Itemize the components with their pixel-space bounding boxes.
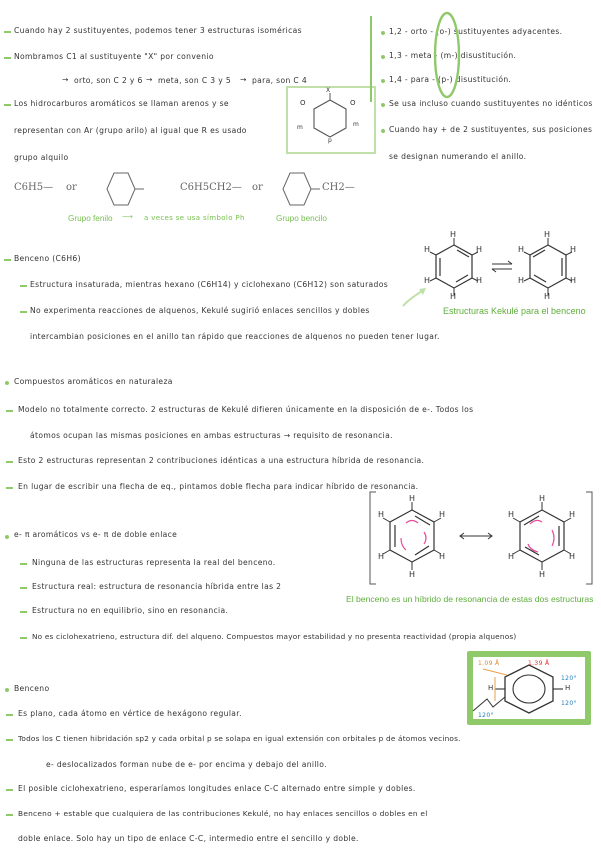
hydrogen-label: H <box>409 570 416 579</box>
note-line: se designan numerando el anillo. <box>389 152 527 161</box>
dash <box>4 259 11 261</box>
bullet <box>381 79 385 83</box>
pos-p: p <box>328 137 333 144</box>
hybrid-caption: El benceno es un híbrido de resonancia de estas dos estructuras <box>346 594 594 604</box>
hydrogen-label: H <box>569 510 576 519</box>
dash <box>6 814 13 816</box>
note-line: Esto 2 estructuras representan 2 contribuciones idénticas a una estructura híbrida de resonancia. <box>18 456 425 465</box>
highlight-oval <box>432 10 462 100</box>
bullet <box>5 381 9 385</box>
note-line: Estructura no en equilibrio, sino en resonancia. <box>32 606 229 615</box>
hydrogen-label: H <box>450 230 457 239</box>
hydrogen-label: H <box>476 276 483 285</box>
arrow: ⟶ <box>122 212 134 221</box>
note-line: No experimenta reacciones de alquenos, Kekulé sugirió enlaces sencillos y dobles <box>30 306 370 315</box>
note-line: meta, son C 3 y 5 <box>158 76 232 85</box>
dash <box>4 57 11 59</box>
bullet <box>381 55 385 59</box>
note-line: intercambian posiciones en el anillo tan rápido que reacciones de alquenos no pueden tener lugar. <box>30 332 440 341</box>
note-arrow: → <box>240 75 247 84</box>
note-line: En lugar de escribir una flecha de eq., pintamos doble flecha para indicar híbrido de resonancia. <box>18 482 419 491</box>
kekule-structures <box>412 228 590 312</box>
angle-label: 120° <box>561 700 577 707</box>
note-line: 1,2 - orto - (o-) sustituyentes adyacentes. <box>389 27 563 36</box>
note-line: átomos ocupan las mismas posiciones en ambas estructuras → requisito de resonancia. <box>30 431 393 440</box>
hydrogen-label: H <box>539 494 546 503</box>
bond-length-ch: 1.09 Å <box>478 660 500 667</box>
note-line: Los hidrocarburos aromáticos se llaman arenos y se <box>14 99 229 108</box>
note-line: No es ciclohexatrieno, estructura dif. del alqueno. Compuestos mayor estabilidad y no presenta reactividad (propia alquenos) <box>32 632 517 641</box>
note-line: Es plano, cada átomo en vértice de hexágono regular. <box>18 709 242 718</box>
hydrogen-label: H <box>565 684 571 692</box>
phenyl-formula: C6H5— <box>14 182 54 193</box>
hydrogen-label: H <box>439 552 446 561</box>
bullet <box>5 688 9 692</box>
section-title: Benceno (C6H6) <box>14 254 81 263</box>
note-line: a veces se usa símbolo Ph <box>144 214 245 222</box>
note-line: e- π aromáticos vs e- π de doble enlace <box>14 530 178 539</box>
hydrogen-label: H <box>378 510 385 519</box>
note-line: grupo alquilo <box>14 153 69 162</box>
hydrogen-label: H <box>508 552 515 561</box>
hydrogen-label: H <box>450 292 457 301</box>
hydrogen-label: H <box>518 245 525 254</box>
dash <box>20 611 27 613</box>
dash <box>6 739 13 741</box>
note-line: Estructura real: estructura de resonancia híbrida entre las 2 <box>32 582 282 591</box>
dash <box>4 31 11 33</box>
hydrogen-label: H <box>570 276 577 285</box>
resonance-hybrid-diagram <box>368 488 594 588</box>
note-line: Nombramos C1 al sustituyente "X" por convenio <box>14 52 214 61</box>
note-line: orto, son C 2 y 6 <box>74 76 143 85</box>
benzyl-formula: C6H5CH2— <box>180 182 242 193</box>
note-line: representan con Ar (grupo arilo) al igual que R es usado <box>14 126 247 135</box>
bullet <box>5 535 9 539</box>
hydrogen-label: H <box>570 245 577 254</box>
kekule-caption: Estructuras Kekulé para el benceno <box>443 306 586 316</box>
note-line: Todos los C tienen hibridación sp2 y cada orbital p se solapa en igual extensión con orbitales p de átomos vecinos. <box>18 734 461 743</box>
hydrogen-label: H <box>424 245 431 254</box>
hydrogen-label: H <box>544 292 551 301</box>
note-arrow: → <box>62 75 69 84</box>
dash <box>20 587 27 589</box>
dash <box>6 714 13 716</box>
dash <box>20 637 27 639</box>
note-line: para, son C 4 <box>252 76 308 85</box>
hydrogen-label: H <box>518 276 525 285</box>
note-line: Estructura insaturada, mientras hexano (C6H14) y ciclohexano (C6H12) son saturados <box>30 280 389 289</box>
dash <box>6 487 13 489</box>
pos-x: X <box>326 87 331 94</box>
or-text: or <box>66 182 77 193</box>
benzyl-caption: Grupo bencilo <box>276 214 327 223</box>
dash <box>20 285 27 287</box>
note-line: Benceno + estable que cualquiera de las contribuciones Kekulé, no hay enlaces sencillos o dobles en el <box>18 809 428 818</box>
note-line: 1,3 - meta - (m-) disustitución. <box>389 51 517 60</box>
column-divider <box>370 16 372 102</box>
dash <box>20 563 27 565</box>
pos-m: m <box>297 124 304 131</box>
note-line: El posible ciclohexatrieno, esperaríamos longitudes enlace C-C alternado entre simple y dobles. <box>18 784 416 793</box>
pos-o: O <box>350 99 356 107</box>
note-line: Ninguna de las estructuras representa la real del benceno. <box>32 558 276 567</box>
hydrogen-label: H <box>539 570 546 579</box>
note-line: doble enlace. Solo hay un tipo de enlace C-C, intermedio entre el sencillo y doble. <box>18 834 359 843</box>
hydrogen-label: H <box>508 510 515 519</box>
note-arrow: → <box>146 75 153 84</box>
note-line: Se usa incluso cuando sustituyentes no idénticos <box>389 99 593 108</box>
bullet <box>381 31 385 35</box>
hydrogen-label: H <box>569 552 576 561</box>
dash <box>6 410 13 412</box>
note-line: 1,4 - para - (p-) disustitución. <box>389 75 512 84</box>
hydrogen-label: H <box>378 552 385 561</box>
bullet <box>381 129 385 133</box>
hydrogen-label: H <box>409 494 416 503</box>
note-line: Cuando hay + de 2 sustituyentes, sus posiciones <box>389 125 593 134</box>
hydrogen-label: H <box>544 230 551 239</box>
dash <box>20 311 27 313</box>
dash <box>6 461 13 463</box>
hydrogen-label: H <box>439 510 446 519</box>
phenyl-caption: Grupo fenilo <box>68 214 113 223</box>
note-line: Modelo no totalmente correcto. 2 estructuras de Kekulé difieren únicamente en la disposición de e-. Todos los <box>18 405 474 414</box>
pos-o: O <box>300 99 306 107</box>
hydrogen-label: H <box>476 245 483 254</box>
hydrogen-label: H <box>424 276 431 285</box>
dash <box>6 789 13 791</box>
bullet <box>381 103 385 107</box>
or-text: or <box>252 182 263 193</box>
dash <box>4 104 11 106</box>
phenyl-ring <box>96 170 146 210</box>
angle-label: 120° <box>478 712 494 719</box>
note-line: e- deslocalizados forman nube de e- por encima y debajo del anillo. <box>46 760 327 769</box>
pos-m: m <box>353 121 360 128</box>
section-title: Compuestos aromáticos en naturaleza <box>14 377 173 386</box>
note-line: Cuando hay 2 sustituyentes, podemos tener 3 estructuras isoméricas <box>14 26 302 35</box>
section-title: Benceno <box>14 684 50 693</box>
ch2-label: CH2— <box>322 182 355 193</box>
hydrogen-label: H <box>488 684 494 692</box>
angle-label: 120° <box>561 675 577 682</box>
bond-length-cc: 1.39 Å <box>528 660 550 667</box>
